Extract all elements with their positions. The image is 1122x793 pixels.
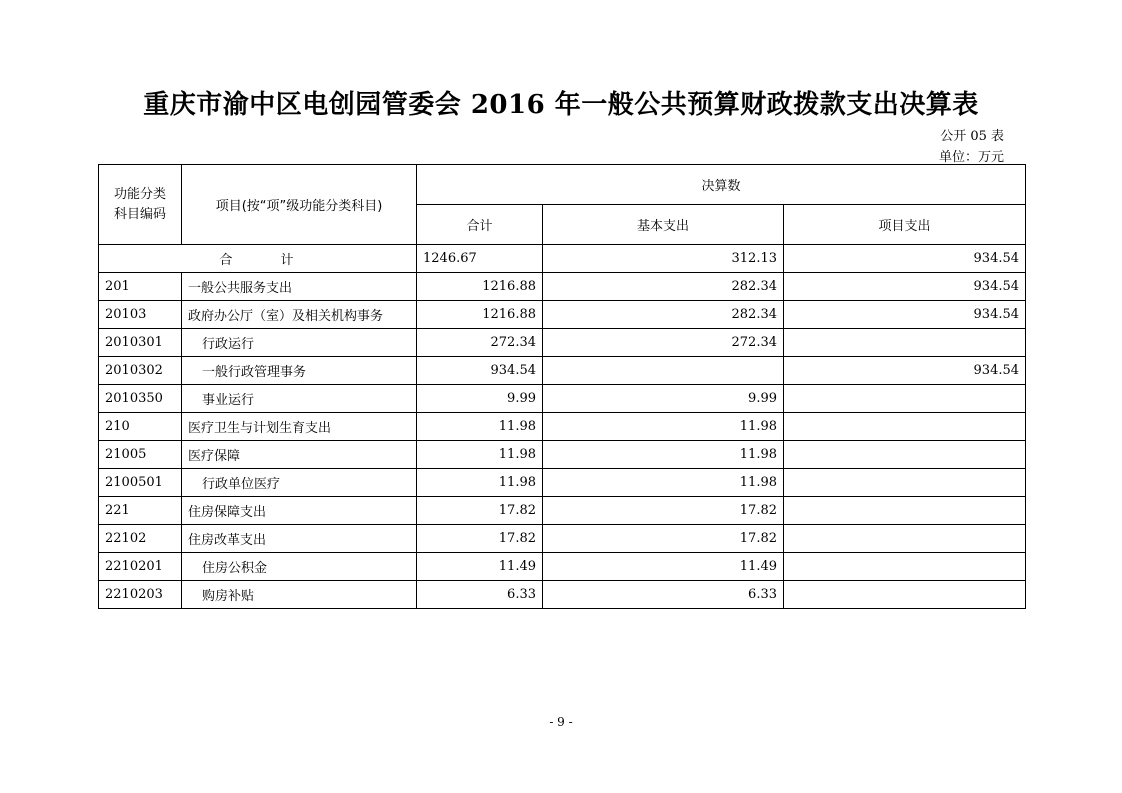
row-total: 934.54	[417, 357, 543, 385]
row-item-name: 政府办公厅（室）及相关机构事务	[182, 301, 417, 329]
row-item-name: 一般行政管理事务	[182, 357, 417, 385]
row-code: 2100501	[99, 469, 182, 497]
row-code: 21005	[99, 441, 182, 469]
total-sum: 1246.67	[417, 245, 543, 273]
table-row	[99, 357, 1026, 385]
row-basic: 11.98	[543, 441, 784, 469]
table-row	[99, 441, 1026, 469]
table-row	[99, 301, 1026, 329]
row-total: 1216.88	[417, 273, 543, 301]
row-code: 2010350	[99, 385, 182, 413]
row-item-name: 购房补贴	[182, 581, 417, 609]
row-item-name: 行政单位医疗	[182, 469, 417, 497]
row-project	[784, 553, 1026, 581]
table-row	[99, 497, 1026, 525]
row-basic: 6.33	[543, 581, 784, 609]
row-code: 210	[99, 413, 182, 441]
row-project: 934.54	[784, 301, 1026, 329]
header-code	[99, 165, 182, 245]
page-number: - 9 -	[549, 715, 573, 729]
row-basic: 282.34	[543, 273, 784, 301]
row-code: 201	[99, 273, 182, 301]
row-total: 17.82	[417, 497, 543, 525]
table-row	[99, 413, 1026, 441]
table-row	[99, 469, 1026, 497]
row-code: 2210203	[99, 581, 182, 609]
header-item: 项目(按“项”级功能分类科目)	[182, 165, 417, 245]
row-item-name: 住房改革支出	[182, 525, 417, 553]
table-row	[99, 581, 1026, 609]
row-code: 20103	[99, 301, 182, 329]
table-row	[99, 553, 1026, 581]
row-code: 2010302	[99, 357, 182, 385]
row-item-name: 一般公共服务支出	[182, 273, 417, 301]
header-code-text: 功能分类 科目编码	[113, 186, 166, 222]
row-project	[784, 441, 1026, 469]
expenditure-table	[98, 164, 1026, 609]
row-total: 11.49	[417, 553, 543, 581]
header-basic: 基本支出	[543, 205, 784, 245]
row-project: 934.54	[784, 273, 1026, 301]
table-row	[99, 525, 1026, 553]
total-project: 934.54	[784, 245, 1026, 273]
row-total: 6.33	[417, 581, 543, 609]
row-project	[784, 525, 1026, 553]
row-code: 2010301	[99, 329, 182, 357]
row-basic: 282.34	[543, 301, 784, 329]
row-total: 9.99	[417, 385, 543, 413]
row-code: 22102	[99, 525, 182, 553]
total-basic: 312.13	[543, 245, 784, 273]
row-basic: 17.82	[543, 525, 784, 553]
row-project	[784, 469, 1026, 497]
row-total: 272.34	[417, 329, 543, 357]
row-code: 2210201	[99, 553, 182, 581]
row-code: 221	[99, 497, 182, 525]
row-item-name: 事业运行	[182, 385, 417, 413]
row-total: 17.82	[417, 525, 543, 553]
row-total: 11.98	[417, 469, 543, 497]
total-row	[99, 245, 1026, 273]
table-row	[99, 385, 1026, 413]
row-basic: 272.34	[543, 329, 784, 357]
row-total: 11.98	[417, 441, 543, 469]
total-label: 合 计	[99, 245, 417, 273]
row-item-name: 住房公积金	[182, 553, 417, 581]
row-total: 11.98	[417, 413, 543, 441]
row-basic	[543, 357, 784, 385]
row-project: 934.54	[784, 357, 1026, 385]
row-total: 1216.88	[417, 301, 543, 329]
row-basic: 11.49	[543, 553, 784, 581]
row-item-name: 行政运行	[182, 329, 417, 357]
row-project	[784, 413, 1026, 441]
table-row	[99, 329, 1026, 357]
row-item-name: 医疗卫生与计划生育支出	[182, 413, 417, 441]
header-final: 决算数	[417, 165, 1026, 205]
table-row	[99, 273, 1026, 301]
row-basic: 11.98	[543, 469, 784, 497]
table-code: 公开 05 表	[940, 129, 1004, 144]
row-item-name: 住房保障支出	[182, 497, 417, 525]
header-total: 合计	[417, 205, 543, 245]
header-project: 项目支出	[784, 205, 1026, 245]
unit-label: 单位：万元	[938, 150, 1004, 165]
row-project	[784, 497, 1026, 525]
row-project	[784, 581, 1026, 609]
row-item-name: 医疗保障	[182, 441, 417, 469]
row-basic: 17.82	[543, 497, 784, 525]
row-project	[784, 329, 1026, 357]
row-basic: 11.98	[543, 413, 784, 441]
page-title: 重庆市渝中区电创园管委会 2016 年一般公共预算财政拨款支出决算表	[143, 90, 979, 120]
row-project	[784, 385, 1026, 413]
row-basic: 9.99	[543, 385, 784, 413]
